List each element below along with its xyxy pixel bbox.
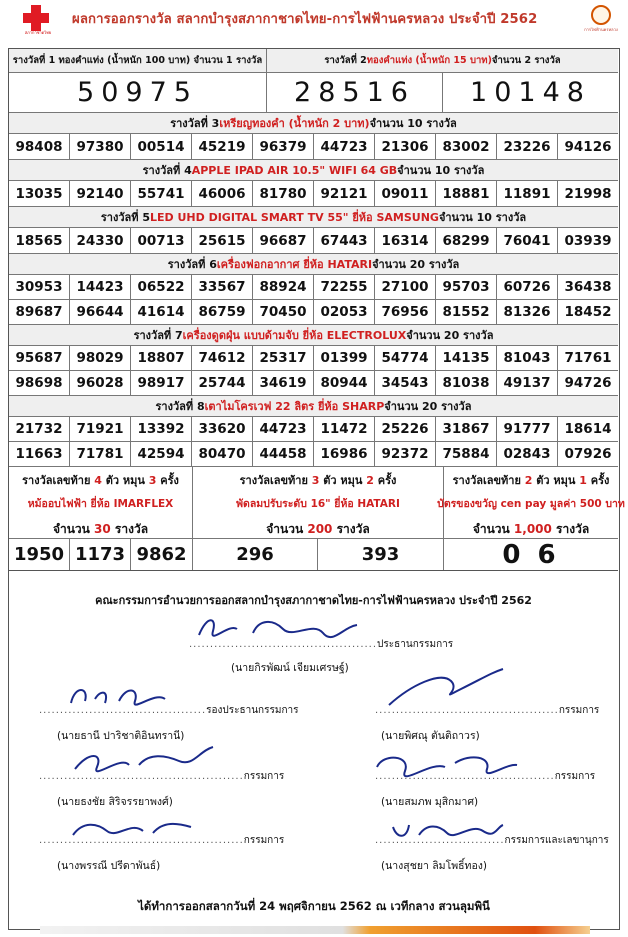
prize-number: 71761	[564, 350, 612, 366]
prize-1-2-numbers	[9, 73, 618, 113]
prize-4-row	[9, 181, 618, 207]
committee-title: คณะกรรมการอำนวยการออกสลากบำรุงสภากาชาดไทย-การไฟฟ้านครหลวง ประจำปี 2562	[95, 594, 532, 607]
prize-8-row	[9, 417, 618, 442]
mea-logo-text: การไฟฟ้านครหลวง	[584, 27, 618, 32]
chairman-name: (นายกิรพัฒน์ เจียมเศรษฐ์)	[231, 662, 349, 674]
member-name: (นายสมภพ มุสิกมาศ)	[381, 796, 479, 808]
prize-number: 92140	[70, 181, 131, 206]
prize-number: 96379	[253, 134, 314, 159]
prize-3-row	[9, 134, 618, 160]
prize-number: 70450	[253, 300, 314, 324]
prize-6-header: รางวัลที่ 6 เครื่องฟอกอากาศ ยี่ห้อ HATARI จำนวน 20 รางวัล	[9, 254, 618, 275]
prize-number: 46006	[192, 181, 253, 206]
prize-number: 18614	[564, 421, 612, 437]
last-digit-prizes	[9, 467, 625, 539]
prize-number: 54774	[375, 346, 436, 370]
prize-number: 92121	[314, 181, 375, 206]
prize-5-row	[9, 228, 618, 254]
red-cross-logo-text: สภากาชาดไทย	[24, 30, 52, 35]
prize-number: 18881	[436, 181, 497, 206]
prize-number: 18565	[9, 228, 70, 253]
prize-number: 27100	[375, 275, 436, 299]
prize-number: 06522	[131, 275, 192, 299]
prize-number: 97380	[70, 134, 131, 159]
chairman-role: .............................................ประธานกรรมการ	[189, 639, 454, 650]
prize-number: 98408	[9, 134, 70, 159]
prize-number: 25615	[192, 228, 253, 253]
prize-number: 13392	[131, 417, 192, 441]
footer-bar	[40, 926, 590, 934]
prize-1-2-header	[9, 49, 618, 73]
prize-7-row	[9, 371, 618, 396]
mea-seal-icon	[591, 5, 611, 25]
prize-number: 25226	[375, 417, 436, 441]
last-prize-count: จำนวน 200 รางวัล	[266, 522, 370, 536]
mea-logo	[586, 5, 616, 33]
member-role: .................................................กรรมการ	[39, 835, 285, 846]
prize-number: 60726	[497, 275, 558, 299]
prize-number: 71781	[70, 442, 131, 466]
signature-member	[381, 661, 511, 709]
prize-1-number: 50975	[9, 73, 267, 112]
last-prize-title: รางวัลเลขท้าย 3 ตัว หมุน 2 ครั้ง	[239, 474, 397, 487]
prize-number: 83002	[436, 134, 497, 159]
prize-number: 11891	[497, 181, 558, 206]
prize-6-row	[9, 300, 618, 325]
last-prize-count: จำนวน 30 รางวัล	[52, 522, 149, 536]
prize-7-row	[9, 346, 618, 371]
red-cross-logo	[14, 3, 62, 39]
prize-number: 89687	[9, 300, 70, 324]
prize-number: 96028	[70, 371, 131, 395]
prize-2-header: รางวัลที่ 2 ทองคำแท่ง (น้ำหนัก 15 บาท) จำนวน 2 รางวัล	[324, 55, 561, 66]
prize-number: 49137	[497, 371, 558, 395]
prize-number: 72255	[314, 275, 375, 299]
last-prize-item: พัดลมปรับระดับ 16" ยี่ห้อ HATARI	[236, 498, 400, 510]
member-role: ............................................กรรมการ	[375, 705, 600, 716]
page-title: ผลการออกรางวัล สลากบำรุงสภากาชาดไทย-การไฟฟ้านครหลวง ประจำปี 2562	[72, 12, 538, 27]
last-prize-item: หม้ออบไฟฟ้า ยี่ห้อ IMARFLEX	[27, 498, 174, 510]
prize-number: 44723	[253, 417, 314, 441]
prize-number: 80470	[192, 442, 253, 466]
member-role: ...........................................กรรมการ	[375, 771, 596, 782]
prize-number: 16986	[314, 442, 375, 466]
vice-chairman-role: ........................................รองประธานกรรมการ	[39, 705, 299, 716]
prize-number: 24330	[70, 228, 131, 253]
prize-number: 23226	[497, 134, 558, 159]
results-table	[8, 48, 625, 930]
prize-number: 81780	[253, 181, 314, 206]
prize-number: 81043	[497, 346, 558, 370]
prize-number: 80944	[314, 371, 375, 395]
prize-number: 02843	[497, 442, 558, 466]
prize-3-header: รางวัลที่ 3 เหรียญทองคำ (น้ำหนัก 2 บาท) จำนวน 10 รางวัล	[9, 113, 618, 134]
prize-number: 11472	[314, 417, 375, 441]
prize-number: 01399	[314, 346, 375, 370]
prize-number: 92372	[375, 442, 436, 466]
page-header	[0, 0, 628, 40]
prize-number: 96687	[253, 228, 314, 253]
prize-number: 14135	[436, 346, 497, 370]
last-prize-item: บัตรของขวัญ cen pay มูลค่า 500 บาท	[437, 498, 625, 510]
member-name: (นายธงชัย สิริจรรยาพงศ์)	[57, 796, 173, 808]
prize-number: 55741	[131, 181, 192, 206]
last-prize-count: จำนวน 1,000 รางวัล	[472, 522, 590, 536]
prize-number: 13035	[9, 181, 70, 206]
prize-number: 98029	[70, 346, 131, 370]
prize-number: 95687	[9, 346, 70, 370]
member-role: .................................................กรรมการ	[39, 771, 285, 782]
prize-number: 31867	[436, 417, 497, 441]
prize-number: 94126	[564, 138, 612, 155]
prize-number: 03939	[564, 232, 612, 249]
last-prize-title: รางวัลเลขท้าย 2 ตัว หมุน 1 ครั้ง	[452, 474, 610, 487]
prize-number: 11663	[9, 442, 70, 466]
prize-number: 98917	[131, 371, 192, 395]
prize-number: 91777	[497, 417, 558, 441]
draw-date-footer: ได้ทำการออกสลากวันที่ 24 พฤศจิกายน 2562 ณ เวทีกลาง สวนลุมพินี	[138, 899, 490, 913]
prize-number: 00713	[131, 228, 192, 253]
prize-number: 33620	[192, 417, 253, 441]
last-2-digit-number: 0 6	[502, 539, 560, 570]
prize-6-row	[9, 275, 618, 300]
prize-number: 81038	[436, 371, 497, 395]
last-4-digit-number: 9862	[131, 539, 193, 570]
prize-7-header: รางวัลที่ 7 เครื่องดูดฝุ่น แบบด้ามจับ ยี่ห้อ ELECTROLUX จำนวน 20 รางวัล	[9, 325, 618, 346]
secretary-name: (นางสุชยา ลิมโพธิ์ทอง)	[381, 860, 487, 872]
last-prize-title: รางวัลเลขท้าย 4 ตัว หมุน 3 ครั้ง	[22, 474, 179, 487]
prize-number: 86759	[192, 300, 253, 324]
member-name: (นางพรรณี ปรีดาพันธ์)	[57, 860, 161, 872]
prize-number: 25317	[253, 346, 314, 370]
last-4-digit-number: 1950	[9, 539, 70, 570]
prize-number: 95703	[436, 275, 497, 299]
prize-8-header: รางวัลที่ 8 เตาไมโครเวฟ 22 ลิตร ยี่ห้อ SHARP จำนวน 20 รางวัล	[9, 396, 618, 417]
prize-number: 34619	[253, 371, 314, 395]
prize-number: 18452	[564, 304, 612, 320]
secretary-role: ...............................กรรมการและเลขานุการ	[375, 835, 609, 846]
prize-number: 21998	[564, 185, 612, 202]
prize-number: 81552	[436, 300, 497, 324]
prize-number: 36438	[564, 279, 612, 295]
prize-number: 02053	[314, 300, 375, 324]
prize-number: 21732	[9, 417, 70, 441]
prize-8-row	[9, 442, 618, 467]
last-4-digit-prize	[9, 467, 193, 538]
prize-number: 09011	[375, 181, 436, 206]
prize-number: 96644	[70, 300, 131, 324]
prize-number: 74612	[192, 346, 253, 370]
member-name: (นายพิศณุ ตันติถาวร)	[381, 730, 480, 742]
prize-number: 14423	[70, 275, 131, 299]
last-4-digit-number: 1173	[70, 539, 131, 570]
prize-number: 16314	[375, 228, 436, 253]
prize-number: 25744	[192, 371, 253, 395]
prize-5-header: รางวัลที่ 5 LED UHD DIGITAL SMART TV 55" ยี่ห้อ SAMSUNG จำนวน 10 รางวัล	[9, 207, 618, 228]
prize-number: 34543	[375, 371, 436, 395]
prize-number: 07926	[564, 446, 612, 462]
prize-number: 88924	[253, 275, 314, 299]
prize-number: 71921	[70, 417, 131, 441]
last-digit-numbers	[9, 539, 618, 571]
prize-number: 81326	[497, 300, 558, 324]
prize-number: 67443	[314, 228, 375, 253]
prize-2-number: 10148	[470, 77, 591, 108]
prize-number: 75884	[436, 442, 497, 466]
prize-number: 76956	[375, 300, 436, 324]
prize-number: 41614	[131, 300, 192, 324]
prize-number: 76041	[497, 228, 558, 253]
prize-1-header: รางวัลที่ 1 ทองคำแท่ง (น้ำหนัก 100 บาท) จำนวน 1 รางวัล	[9, 49, 267, 72]
last-3-digit-prize	[193, 467, 444, 538]
last-2-digit-prize	[437, 467, 625, 538]
prize-number: 45219	[192, 134, 253, 159]
prize-4-header: รางวัลที่ 4 APPLE IPAD AIR 10.5" WIFI 64 GB จำนวน 10 รางวัล	[9, 160, 618, 181]
prize-number: 18807	[131, 346, 192, 370]
prize-number: 68299	[436, 228, 497, 253]
prize-number: 21306	[375, 134, 436, 159]
last-3-digit-number: 296	[193, 539, 318, 570]
prize-number: 44723	[314, 134, 375, 159]
vice-chairman-name: (นายธานี ปาริชาติอินทรานี)	[57, 730, 185, 742]
last-3-digit-number: 393	[318, 539, 444, 570]
prize-number: 98698	[9, 371, 70, 395]
prize-number: 44458	[253, 442, 314, 466]
prize-2-number: 28516	[267, 73, 443, 112]
prize-number: 00514	[131, 134, 192, 159]
prize-number: 33567	[192, 275, 253, 299]
prize-number: 30953	[9, 275, 70, 299]
prize-number: 94726	[564, 375, 612, 391]
prize-number: 42594	[131, 442, 192, 466]
